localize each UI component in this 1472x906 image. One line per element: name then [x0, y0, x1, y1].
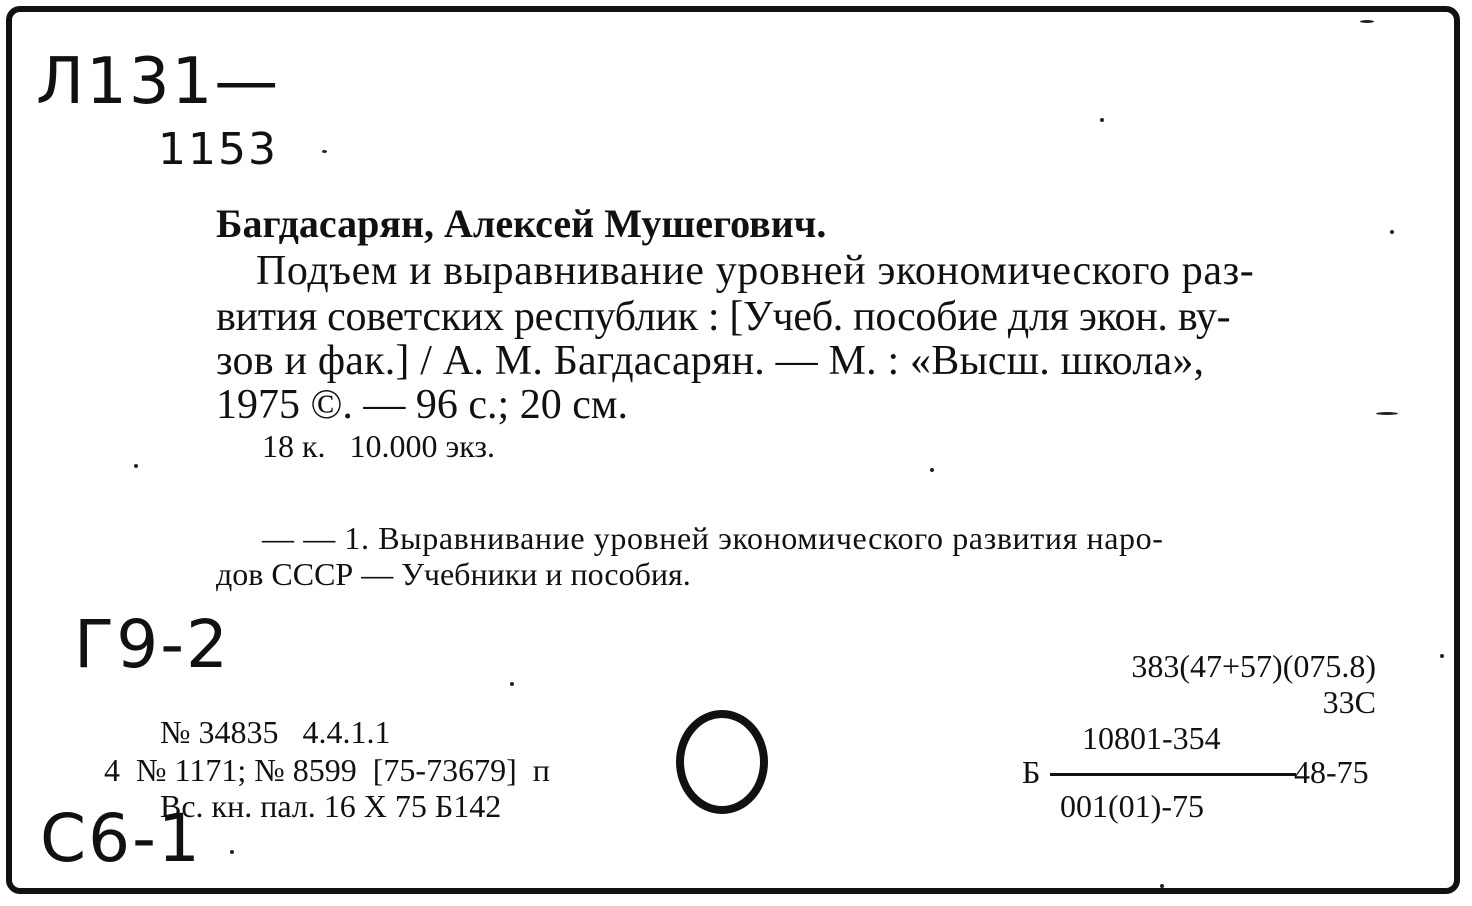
fraction-denominator: 001(01)-75 [1060, 788, 1204, 824]
fraction-suffix: 48-75 [1294, 754, 1369, 790]
scan-speck [1440, 654, 1444, 658]
entry-line-3: зов и фак.] / А. М. Багдасарян. — М. : «Высш. школа», [216, 338, 1205, 384]
fraction-letter: Б [1022, 754, 1041, 790]
handwritten-copy-mark: С6-1 [40, 800, 202, 877]
punch-hole [676, 706, 776, 816]
price-print-run: 18 к. 10.000 экз. [262, 428, 496, 464]
entry-line-1: Подъем и выравнивание уровней экономического раз- [256, 248, 1255, 294]
scan-speck [1160, 884, 1164, 888]
order-numbers: 4 № 1171; № 8599 [75-73679] п [104, 752, 550, 788]
entry-line-2: вития советских республик : [Учеб. пособие для экон. ву- [216, 294, 1231, 340]
registration-number: № 34835 4.4.1.1 [160, 714, 391, 750]
scan-speck [322, 150, 327, 153]
scan-speck [930, 468, 934, 472]
entry-line-4: 1975 ©. — 96 с.; 20 см. [216, 382, 628, 428]
subject-line-2: дов СССР — Учебники и пособия. [216, 556, 691, 592]
scan-speck [1360, 20, 1374, 23]
handwritten-call-number: Л131— [36, 45, 281, 119]
handwritten-shelf-mark: Г9-2 [74, 606, 231, 683]
scan-speck [1100, 118, 1104, 122]
author-heading: Багдасарян, Алексей Мушегович. [216, 201, 827, 246]
scan-speck [134, 464, 138, 468]
scan-speck [510, 682, 514, 686]
subject-line-1: — — 1. Выравнивание уровней экономического развития наро- [262, 520, 1164, 556]
fraction-numerator: 10801-354 [1082, 720, 1221, 756]
udc-code: 383(47+57)(075.8) [1131, 648, 1376, 684]
bbk-code: 33С [1322, 684, 1376, 720]
scan-speck [230, 850, 234, 854]
book-chamber-line: Вс. кн. пал. 16 X 75 Б142 [160, 788, 502, 824]
scan-speck [1390, 230, 1394, 234]
scan-speck [1376, 412, 1398, 415]
fraction-bar [1050, 773, 1296, 776]
handwritten-call-number-sub: 1153 [158, 124, 278, 175]
